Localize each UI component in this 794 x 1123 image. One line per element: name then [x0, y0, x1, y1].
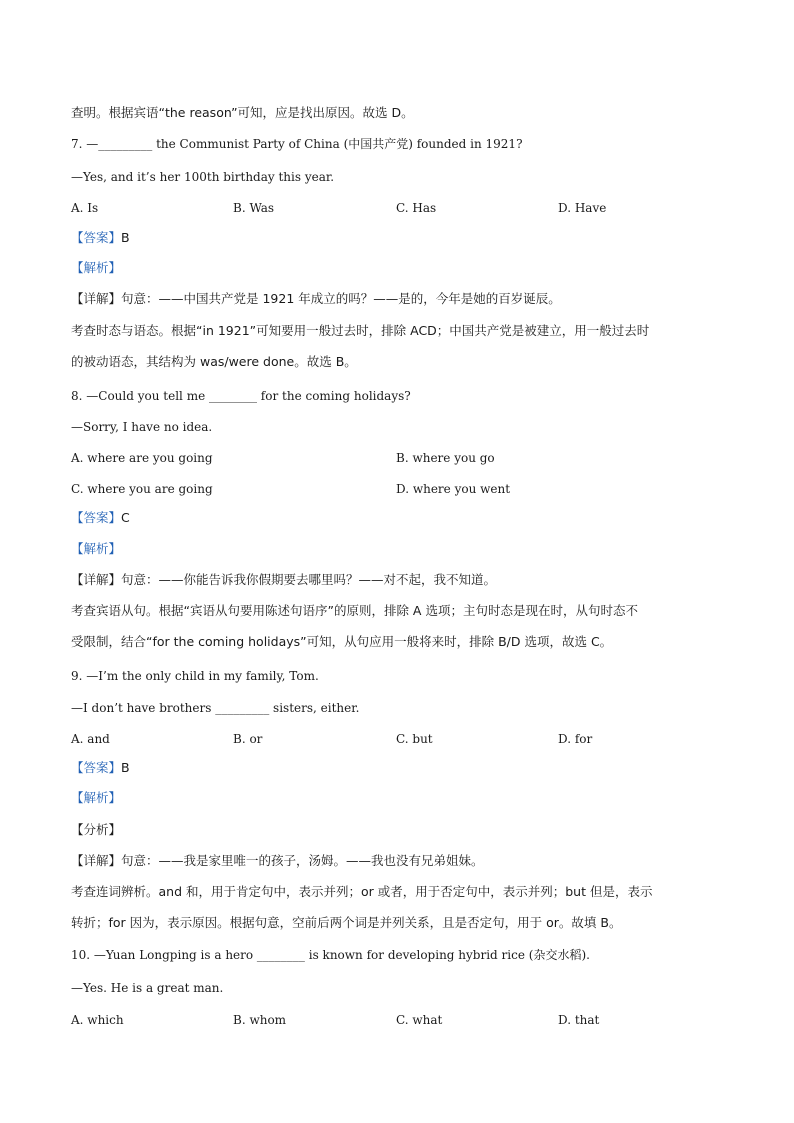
q9-detail: 【详解】句意：——我是家里唯一的孩子，汤姆。——我也没有兄弟姐妹。 — [71, 853, 484, 868]
q8-analysis-tag: 【解析】 — [71, 541, 122, 556]
q7-option-b: B. Was — [233, 201, 275, 215]
prev-explanation-tail: 查明。根据宾语“the reason”可知，应是找出原因。故选 D。 — [71, 105, 414, 120]
q7-analysis-tag: 【解析】 — [71, 260, 122, 275]
q7-detail: 【详解】句意：——中国共产党是 1921 年成立的吗？——是的，今年是她的百岁诞辰。 — [71, 291, 561, 306]
q10-reply: —Yes. He is a great man. — [71, 981, 224, 995]
q9-analysis-tag: 【解析】 — [71, 790, 122, 805]
q9-explanation-line2: 转折；for 因为，表示原因。根据句意，空前后两个词是并列关系，且是否定句，用于 or。故填 B。 — [71, 915, 622, 930]
q9-reply: —I don’t have brothers _________ sisters, either. — [71, 701, 360, 715]
q7-explanation-line1: 考查时态与语态。根据“in 1921”可知要用一般过去时，排除 ACD；中国共产党是被建立，用一般过去时 — [71, 323, 650, 338]
answer-tag: 【答案】 — [71, 230, 122, 245]
q9-stem: 9. —I’m the only child in my family, Tom. — [71, 669, 319, 683]
q8-stem: 8. —Could you tell me ________ for the coming holidays? — [71, 389, 411, 403]
q7-stem: 7. —_________ the Communist Party of China (中国共产党) founded in 1921? — [71, 137, 523, 151]
q7-option-d: D. Have — [558, 201, 607, 215]
q8-explanation-line2: 受限制，结合“for the coming holidays”可知，从句应用一般将来时，排除 B/D 选项，故选 C。 — [71, 634, 613, 649]
q8-option-d: D. where you went — [396, 482, 511, 496]
q8-option-a: A. where are you going — [71, 451, 213, 465]
q7-reply: —Yes, and it’s her 100th birthday this year. — [71, 170, 335, 184]
q7-answer: 【答案】B — [71, 230, 130, 245]
q8-option-c: C. where you are going — [71, 482, 213, 496]
q9-option-c: C. but — [396, 732, 433, 746]
q10-option-d: D. that — [558, 1013, 600, 1027]
q10-option-b: B. whom — [233, 1013, 287, 1027]
q8-answer: 【答案】C — [71, 510, 130, 525]
answer-tag: 【答案】 — [71, 760, 122, 775]
q8-explanation-line1: 考查宾语从句。根据“宾语从句要用陈述句语序”的原则，排除 A 选项；主句时态是现在时，从句时态不 — [71, 603, 638, 618]
q8-detail: 【详解】句意：——你能告诉我你假期要去哪里吗？——对不起，我不知道。 — [71, 572, 497, 587]
q9-fenxi-tag: 【分析】 — [71, 822, 122, 837]
q9-option-d: D. for — [558, 732, 593, 746]
q9-option-a: A. and — [71, 732, 110, 746]
q10-stem: 10. —Yuan Longping is a hero ________ is known for developing hybrid rice (杂交水稻). — [71, 948, 590, 962]
q8-reply: —Sorry, I have no idea. — [71, 420, 213, 434]
answer-tag: 【答案】 — [71, 510, 122, 525]
q10-option-c: C. what — [396, 1013, 443, 1027]
q9-answer: 【答案】B — [71, 760, 130, 775]
q7-option-c: C. Has — [396, 201, 437, 215]
q7-explanation-line2: 的被动语态，其结构为 was/were done。故选 B。 — [71, 354, 357, 369]
q9-explanation-line1: 考查连词辨析。and 和，用于肯定句中，表示并列；or 或者，用于否定句中，表示并列；but 但是，表示 — [71, 884, 653, 899]
q7-option-a: A. Is — [71, 201, 99, 215]
q10-option-a: A. which — [71, 1013, 124, 1027]
q9-option-b: B. or — [233, 732, 263, 746]
q8-option-b: B. where you go — [396, 451, 495, 465]
